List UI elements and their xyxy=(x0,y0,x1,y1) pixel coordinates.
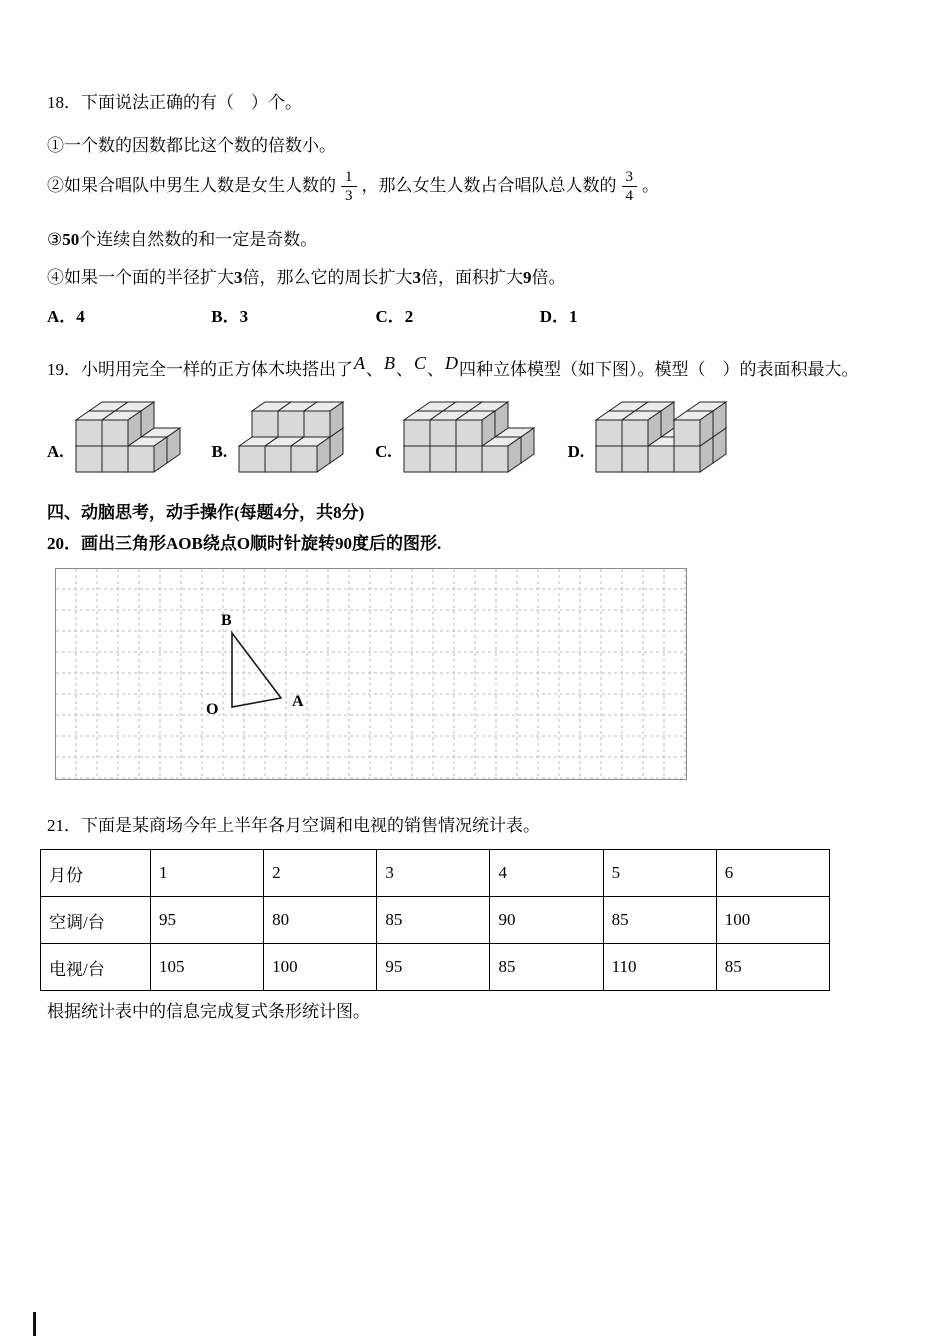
value-cell: 80 xyxy=(264,897,377,944)
q18-item-1: ①一个数的因数都比这个数的倍数小。 xyxy=(47,135,336,155)
table-row xyxy=(41,944,830,991)
table-row xyxy=(41,850,830,897)
scan-artifact xyxy=(33,1312,36,1336)
value-cell: 85 xyxy=(490,944,603,991)
value-cell: 100 xyxy=(716,897,829,944)
q18-item4-number: 9 xyxy=(523,267,532,287)
fraction-three-quarters xyxy=(622,168,638,205)
q18-item4-text: 倍，面积扩大 xyxy=(421,267,523,287)
value-cell: 95 xyxy=(377,944,490,991)
q18-item4-number: 3 xyxy=(234,267,243,287)
model-d-label: D. xyxy=(567,441,585,461)
fraction-one-third xyxy=(341,168,357,205)
q18-item-4 xyxy=(47,267,900,290)
cube-model-d-figure xyxy=(592,396,734,478)
value-cell: 85 xyxy=(377,897,490,944)
q19-figures xyxy=(47,396,900,478)
q18-item4-text: 倍，那么它的周长扩大 xyxy=(242,267,413,287)
sales-table xyxy=(40,849,830,991)
cube-model-a xyxy=(47,396,186,478)
cube-model-c-figure xyxy=(400,396,542,478)
q21-footer: 根据统计表中的信息完成复式条形统计图。 xyxy=(47,1002,370,1022)
fraction-numerator: 3 xyxy=(622,168,638,187)
option-c: C．2 xyxy=(375,306,414,326)
cube-model-b xyxy=(212,396,350,478)
value-cell: 3 xyxy=(377,850,490,897)
cube-model-a-figure xyxy=(72,396,186,478)
model-b-label: B. xyxy=(211,441,228,461)
q18-item-3 xyxy=(47,229,900,252)
value-cell: 105 xyxy=(151,944,264,991)
grid-border xyxy=(56,568,687,779)
value-cell: 110 xyxy=(603,944,716,991)
row-label-cell: 电视/台 xyxy=(41,944,151,991)
q19-stem xyxy=(47,352,900,382)
q19-separator: 、 xyxy=(396,359,413,379)
question-21 xyxy=(47,815,900,1025)
q19-separator: 、 xyxy=(427,359,445,379)
q18-item-2 xyxy=(47,168,900,205)
q19-letter-b: B xyxy=(384,352,395,373)
q18-item2-text-pre: ②如果合唱队中男生人数是女生人数的 xyxy=(47,176,336,196)
fraction-numerator: 1 xyxy=(341,168,357,187)
value-cell: 95 xyxy=(151,897,264,944)
q18-item4-number: 3 xyxy=(412,267,421,287)
q19-stem-text: 19．小明用完全一样的正方体木块搭出了 xyxy=(47,359,353,379)
value-cell: 2 xyxy=(264,850,377,897)
cube-model-c xyxy=(375,396,542,478)
point-label-a: A xyxy=(292,692,304,710)
value-cell: 85 xyxy=(716,944,829,991)
q18-item4-text: ④如果一个面的半径扩大 xyxy=(47,267,234,287)
model-a-label: A. xyxy=(47,441,64,461)
q18-item3-marker: ③ xyxy=(47,229,63,249)
rotation-grid-figure xyxy=(55,568,900,785)
value-cell: 4 xyxy=(490,850,603,897)
q21-stem: 21．下面是某商场今年上半年各月空调和电视的销售情况统计表。 xyxy=(47,815,540,835)
value-cell: 90 xyxy=(490,897,603,944)
value-cell: 1 xyxy=(151,850,264,897)
value-cell: 100 xyxy=(264,944,377,991)
option-b: B．3 xyxy=(211,306,249,326)
value-cell: 6 xyxy=(716,850,829,897)
point-label-b: B xyxy=(221,611,232,629)
question-20 xyxy=(47,533,900,785)
option-d: D．1 xyxy=(539,306,578,326)
cube-model-b-figure xyxy=(235,396,349,478)
table-row xyxy=(41,897,830,944)
q19-letter-c: C xyxy=(414,352,427,373)
q18-options xyxy=(47,306,900,329)
option-a: A．4 xyxy=(47,306,85,326)
q19-stem-text: 四种立体模型（如下图）。模型（ ）的表面积最大。 xyxy=(459,359,859,379)
q18-item2-text-end: 。 xyxy=(642,176,659,196)
question-18 xyxy=(47,92,900,329)
section-4-header: 四、动脑思考，动手操作(每题4分，共8分) xyxy=(47,502,365,522)
value-cell: 5 xyxy=(603,850,716,897)
q18-item4-text: 倍。 xyxy=(531,267,566,287)
fraction-denominator: 3 xyxy=(345,187,353,204)
value-cell: 85 xyxy=(603,897,716,944)
q18-item3-number: 50 xyxy=(62,229,80,249)
row-label-cell: 空调/台 xyxy=(41,897,151,944)
q19-letter-d: D xyxy=(445,352,459,373)
model-c-label: C. xyxy=(375,441,392,461)
q18-item3-text: 个连续自然数的和一定是奇数。 xyxy=(79,229,318,249)
cube-model-d xyxy=(568,396,735,478)
q19-letter-a: A xyxy=(354,352,365,373)
question-19 xyxy=(47,352,900,478)
q20-stem: 20．画出三角形AOB绕点O顺时针旋转90度后的图形. xyxy=(47,533,442,553)
grid-canvas xyxy=(55,568,687,780)
fraction-denominator: 4 xyxy=(625,187,633,204)
q18-stem: 18．下面说法正确的有（ ）个。 xyxy=(47,93,302,112)
row-label-cell: 月份 xyxy=(41,850,151,897)
q18-item2-text-mid: ，那么女生人数占合唱队总人数的 xyxy=(361,176,617,196)
point-label-o: O xyxy=(206,700,219,718)
q19-separator: 、 xyxy=(366,359,383,379)
